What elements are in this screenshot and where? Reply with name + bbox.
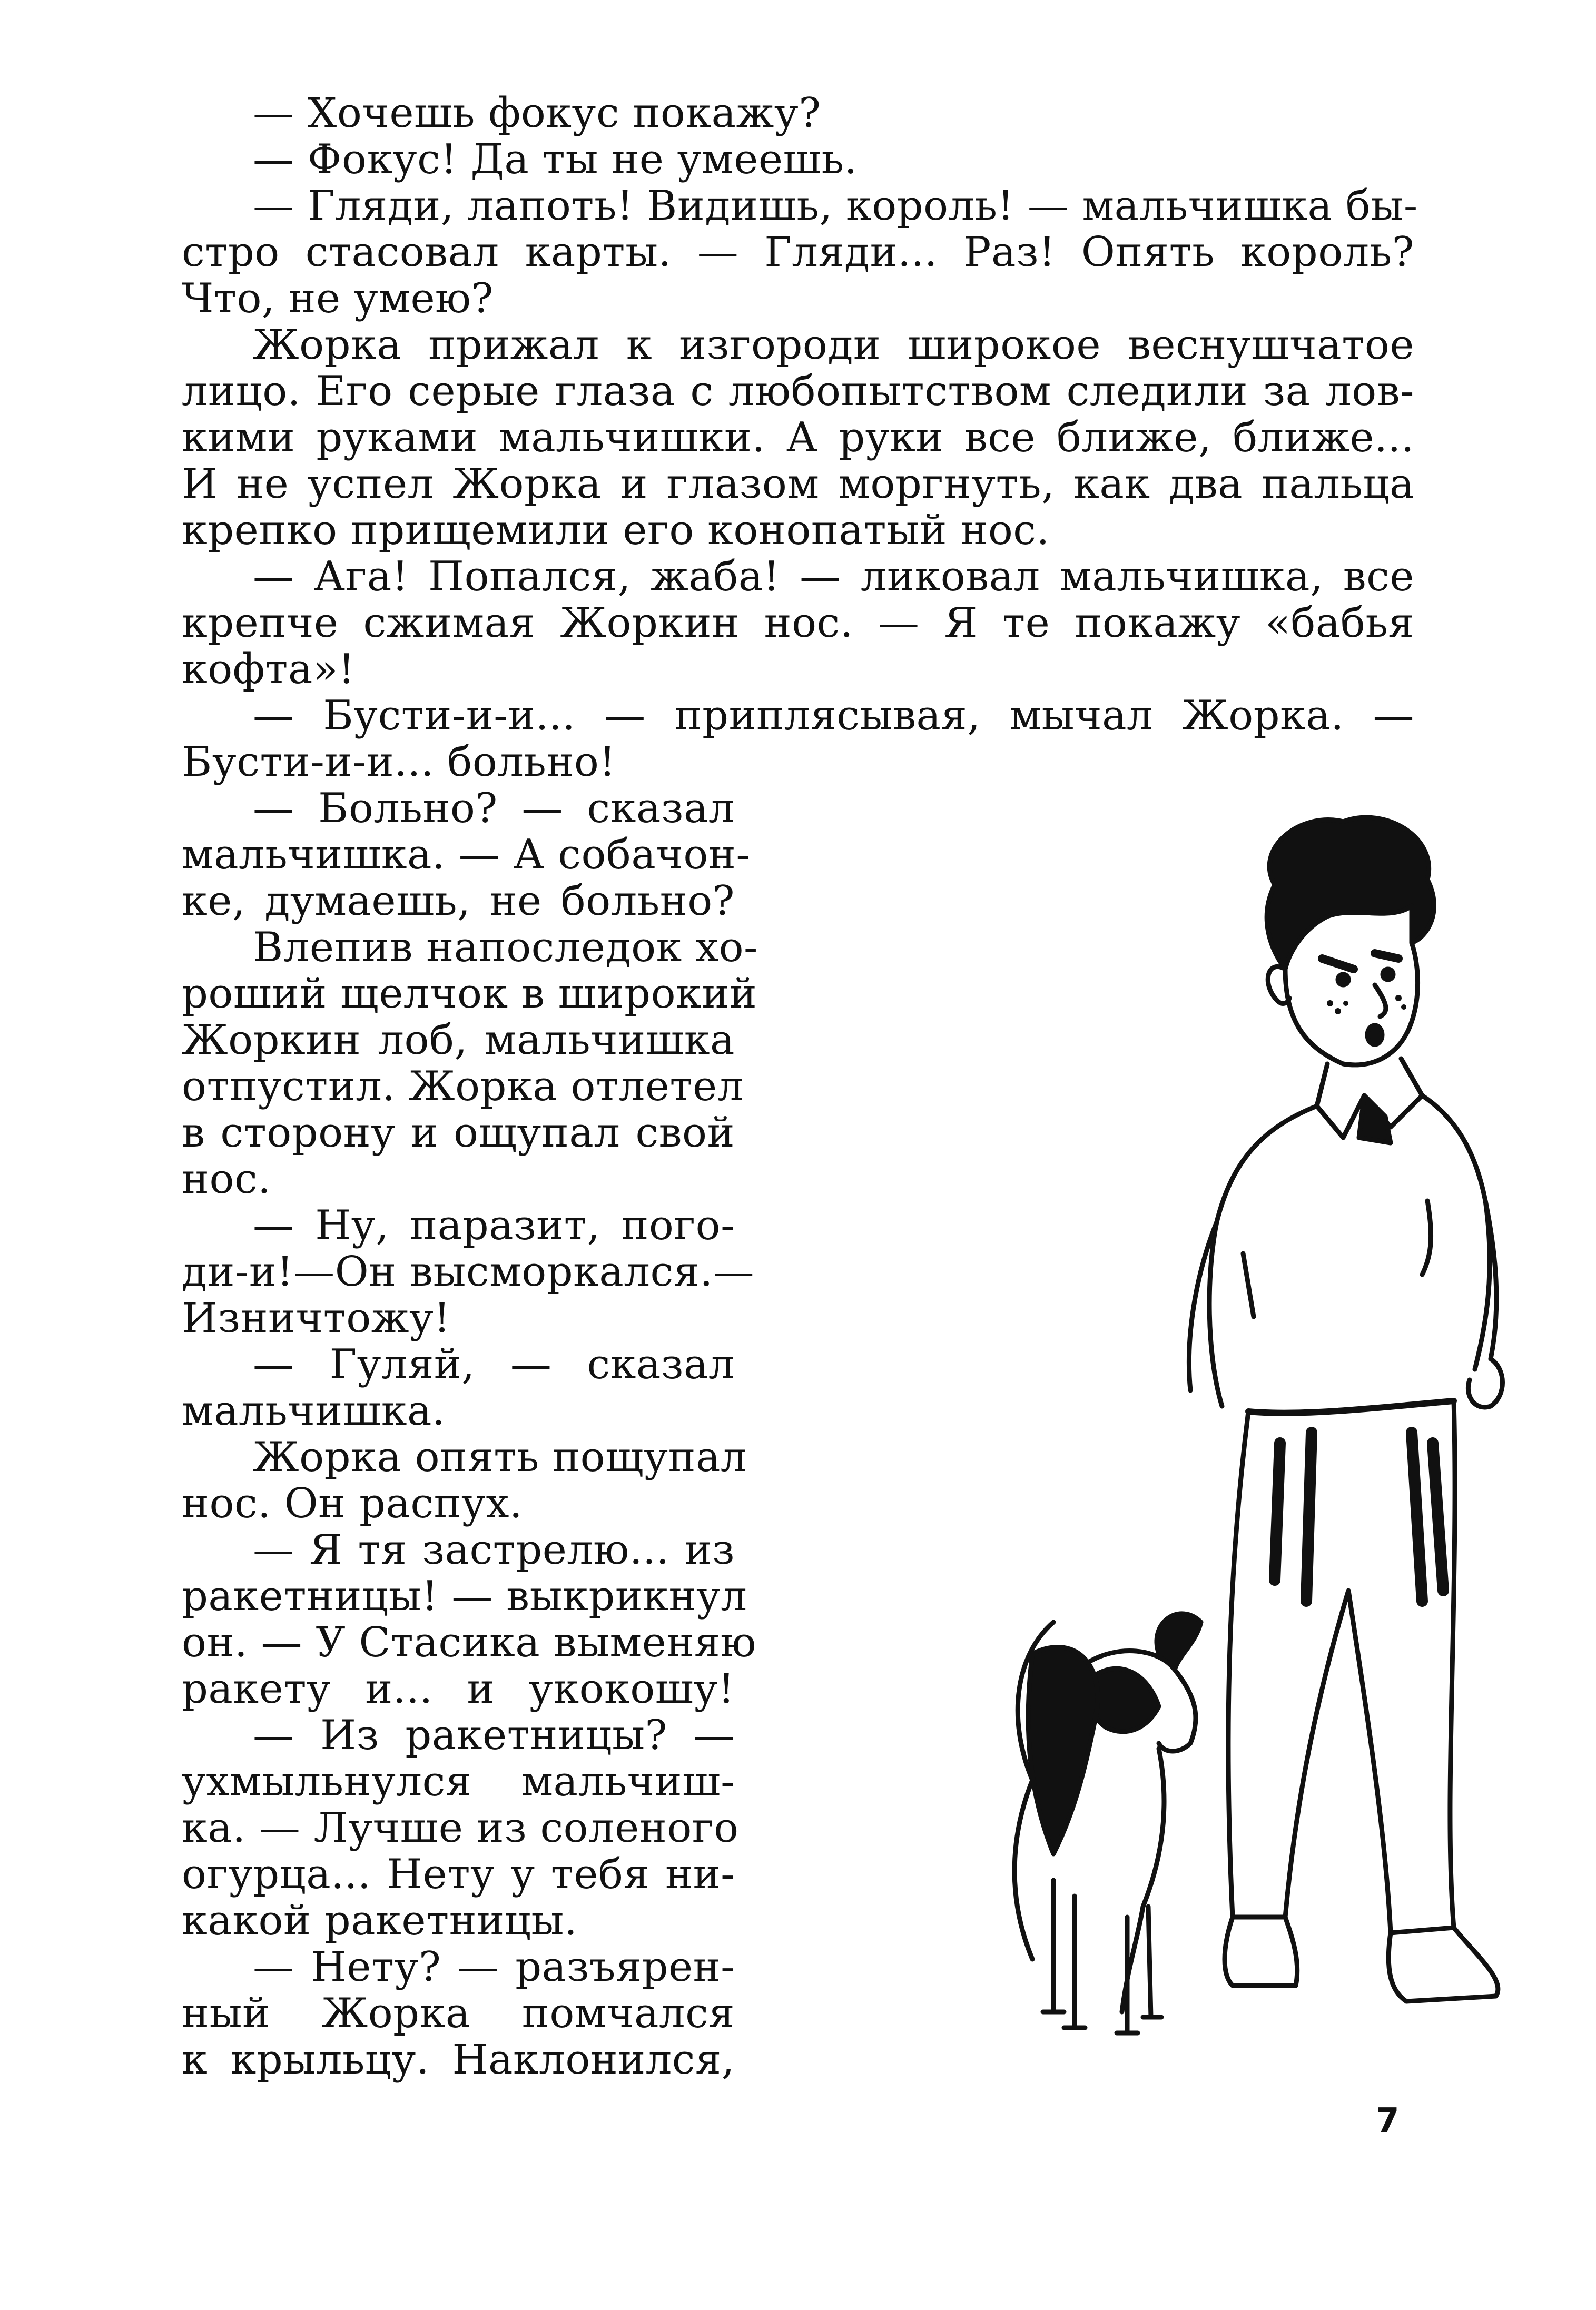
boy-freckles: [1327, 995, 1406, 1014]
text-line: — Бусти-и-и... — приплясывая, мычал Жорка. —: [253, 692, 1414, 739]
column-text-line: Изничтожу!: [182, 1295, 451, 1342]
illustration-svg: [758, 801, 1506, 2202]
column-text-line: Влепив напоследок хо-: [253, 924, 758, 971]
column-text-line: ухмыльнулся мальчиш-: [182, 1758, 735, 1805]
boy-eye-left: [1338, 974, 1348, 985]
boy-belt: [1248, 1401, 1454, 1413]
column-text-line: мальчишка.: [182, 1387, 446, 1435]
boy-nose: [1375, 985, 1386, 1016]
dog-paws: [1043, 2012, 1161, 2033]
column-text-line: ди-и!—Он высморкался.—: [182, 1248, 755, 1296]
column-text-line: — Гуляй, — сказал: [253, 1341, 735, 1388]
text-line: крепче сжимая Жоркин нос. — Я те покажу «бабья: [182, 599, 1414, 647]
column-text-line: ный Жорка помчался: [182, 1990, 735, 2037]
column-text-line: к крыльцу. Наклонился,: [182, 2036, 735, 2084]
column-text-line: ка. — Лучше из соленого: [182, 1804, 739, 1852]
text-line: — Фокус! Да ты не умеешь.: [253, 136, 858, 183]
text-line: — Ага! Попался, жаба! — ликовал мальчишка, все: [253, 553, 1414, 600]
text-line: Что, не умею?: [182, 275, 494, 322]
column-text-line: роший щелчок в широкий: [182, 970, 757, 1018]
page-number: 7: [1376, 2101, 1400, 2140]
column-text-line: ракетницы! — выкрикнул: [182, 1573, 747, 1620]
text-line: стро стасовал карты. — Гляди... Раз! Опять король?: [182, 229, 1414, 276]
boy-eye-right: [1383, 969, 1393, 980]
text-line: лицо. Его серые глаза с любопытством следили за лов-: [182, 368, 1414, 415]
text-line: — Гляди, лапоть! Видишь, король! — мальчишка бы-: [253, 182, 1418, 230]
text-line: Жорка прижал к изгороди широкое веснушчатое: [253, 321, 1414, 369]
text-line: кофта»!: [182, 646, 355, 693]
boy-shoe-left: [1225, 1917, 1297, 1986]
column-text-line: нос.: [182, 1156, 271, 1203]
column-text-line: мальчишка. — А собачон-: [182, 831, 751, 878]
text-line: — Хочешь фокус покажу?: [253, 90, 821, 137]
column-text-line: какой ракетницы.: [182, 1897, 578, 1944]
text-line: Бусти-и-и... больно!: [182, 738, 616, 786]
dog-back-patch: [1028, 1647, 1098, 1854]
boy-hair: [1267, 817, 1434, 969]
boy-and-dog-illustration: [758, 801, 1506, 2202]
boy-mouth: [1367, 1025, 1382, 1044]
boy-eyebrow-right: [1375, 953, 1398, 959]
boy-undershirt: [1359, 1095, 1391, 1143]
boy-shoe-right: [1388, 1928, 1498, 2001]
boy-trousers: [1228, 1401, 1455, 1933]
column-text-line: — Больно? — сказал: [253, 785, 735, 832]
column-text-line: нос. Он распух.: [182, 1480, 523, 1527]
text-line: кими руками мальчишки. А руки все ближе, ближе...: [182, 414, 1414, 461]
dog-head-patch: [1090, 1669, 1159, 1732]
text-line: И не успел Жорка и глазом моргнуть, как два пальца: [182, 460, 1414, 508]
boy-trouser-shading: [1275, 1433, 1443, 1601]
boy-eyebrow-left: [1322, 959, 1354, 969]
column-text-line: Жоркин лоб, мальчишка: [182, 1016, 735, 1064]
column-text-line: он. — У Стасика выменяю: [182, 1619, 756, 1666]
column-text-line: в сторону и ощупал свой: [182, 1109, 735, 1157]
column-text-line: — Ну, паразит, пого-: [253, 1202, 735, 1249]
dog-legs: [1053, 1880, 1151, 2033]
column-text-line: — Я тя застрелю... из: [253, 1526, 735, 1574]
column-text-line: огурца... Нету у тебя ни-: [182, 1851, 735, 1898]
column-text-line: Жорка опять пощупал: [253, 1434, 747, 1481]
column-text-line: отпустил. Жорка отлетел: [182, 1063, 744, 1110]
column-text-line: ке, думаешь, не больно?: [182, 877, 735, 925]
column-text-line: — Из ракетницы? —: [253, 1712, 735, 1759]
column-text-line: — Нету? — разъярен-: [253, 1943, 735, 1991]
boy-shirt: [1209, 1095, 1490, 1406]
text-line: крепко прищемили его конопатый нос.: [182, 507, 1050, 554]
column-text-line: ракету и... и укокошу!: [182, 1665, 735, 1713]
